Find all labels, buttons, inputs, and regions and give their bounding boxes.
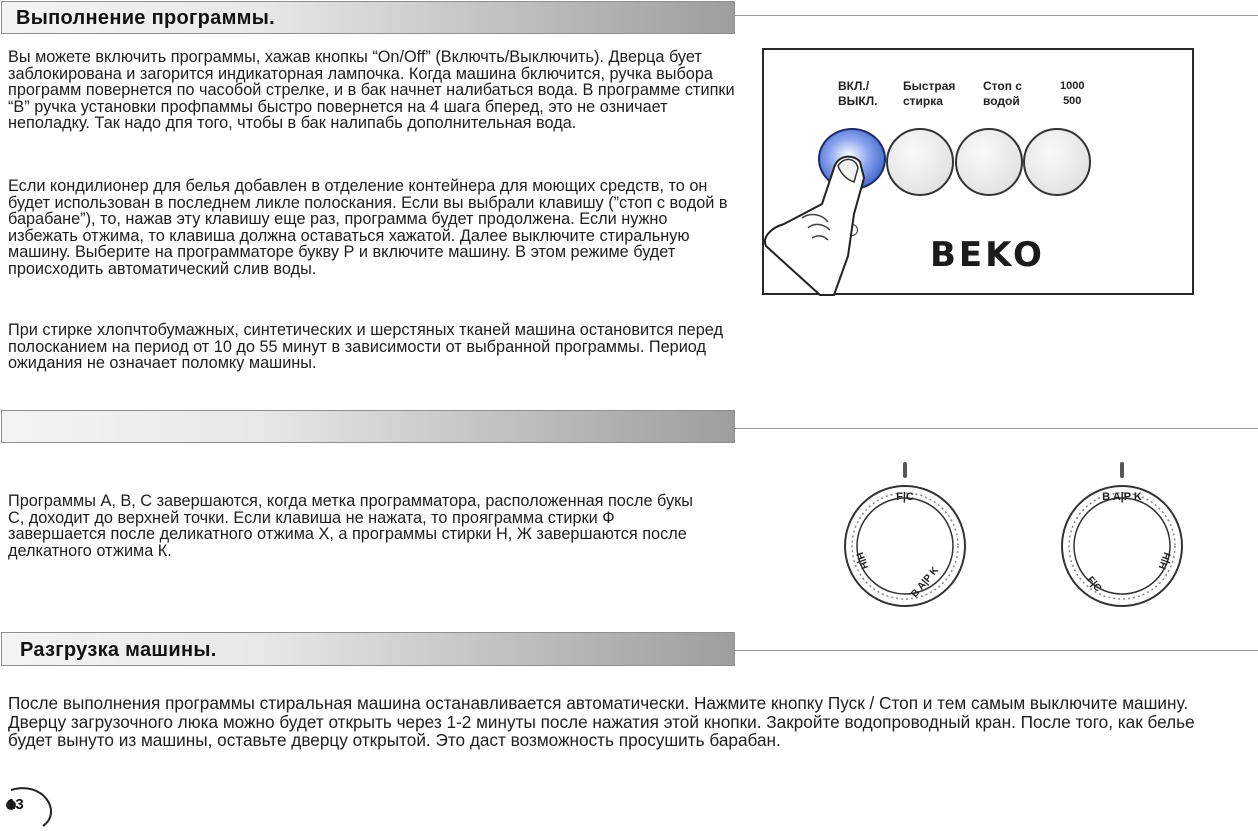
dial-mark-top: B A|P K (1102, 491, 1142, 503)
divider-line (735, 650, 1258, 651)
divider-line (735, 428, 1258, 429)
dial-mark-left: H|H (853, 551, 870, 572)
page-number-badge (3, 782, 55, 828)
program-dial-right (1052, 458, 1192, 608)
button-label-on-off: ВКЛ./ ВЫКЛ. (838, 79, 878, 108)
quick-wash-button (886, 128, 954, 196)
paragraph-program-run-1: Вы можете включить программы, хажав кнопкы “On/Off” (Включть/Выключить). Дверца бует заблокирована и загорится индикаторная лампочка. Когда машина бключится, ручка выбора программ повернется по часобой стрелке, и в бак начнет налибаться вода. В программе стипки “B” ручка установки профпаммы быстро повернется на 4 шага бперед, это не озничает неполадку. Так надо дпя того, чтобы в бак налипабь дополнительная вода. (8, 48, 735, 133)
button-label-stop-water: Стоп с водой (983, 79, 1022, 108)
section-header-program-end (1, 410, 735, 443)
dial-mark-bottom-left: F|C (1084, 574, 1104, 595)
stop-water-button (955, 128, 1023, 196)
dial-mark-top: F|C (896, 491, 914, 503)
page-number: 13 (7, 796, 24, 813)
section-header-program-run (1, 1, 735, 34)
section-header-unloading (1, 632, 735, 666)
section-title-unloading: Разгрузка машины. (20, 639, 217, 661)
finger-pointer-icon (762, 126, 892, 296)
paragraph-program-run-3: При стирке хлопчтобумажных, синтетических и шерстяных тканей машина остановится перед полосканием на период от 10 до 55 минут в зависимости от выбранной программы. Период ожидания не означает поломку машины. (8, 321, 723, 373)
spin-speed-button (1023, 128, 1091, 196)
paragraph-program-run-2: Если кондилионер для белья добавлен в отделение контейнера для моющих средств, то он будет использован в последнем ликле полоскания. Если вы выбрали клавишу (”стоп с водой в барабане”), то, нажав эту клавишу еще раз, программа будет продолжена. Если нужно избежать отжима, то клавиша должна оставаться хажатой. Далее выключите стиральную машину. Выберите на программаторе букву Р и включите машину. В этом режиме будет происходить автоматический слив воды. (8, 177, 728, 278)
button-label-spin-speed: 1000 500 (1060, 80, 1085, 107)
beko-logo: BEKO (930, 235, 1045, 275)
paragraph-unloading: После выполнения программы стиральная машина останавливается автоматически. Нажмите кнопку Пуск / Стоп и тем самым выключите машину. Дверцу загрузочного люка можно будет открыть через 1-2 минуты после нажатия этой кнопки. Закройте водопроводный кран. После того, как белье будет вынуто из машины, оставьте дверцу открытой. Это даст возможность просушить барабан. (8, 693, 1195, 751)
dial-mark-bottom-right: B A|P K (909, 565, 941, 600)
program-dial-left (835, 458, 975, 608)
dial-marker-icon (903, 462, 907, 478)
section-title-program-run: Выполнение программы. (16, 7, 275, 29)
dial-marker-icon (1120, 462, 1124, 478)
paragraph-program-end: Программы А, В, С завершаются, когда метка программатора, расположенная после букы С, доходит до верхней точки. Если клавиша не нажата, то прояграмма стирки Ф завершается после деликатного отжима X, а программы стирки Н, Ж завершаются после делкатного отжима К. (8, 492, 693, 560)
button-label-quick-wash: Быстрая стирка (903, 79, 956, 108)
divider-line (735, 15, 1258, 16)
dial-mark-right: H|H (1157, 551, 1174, 572)
